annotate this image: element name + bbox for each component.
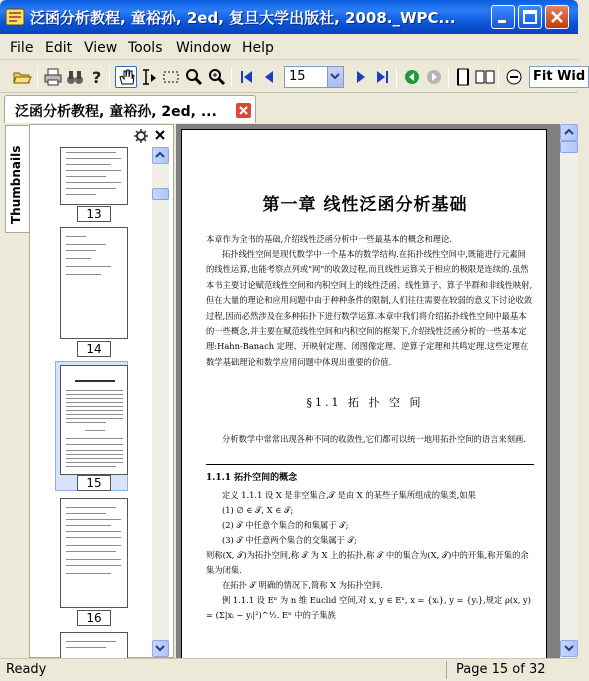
section-paragraph: 分析数学中常常出现各种不同的收敛性,它们都可以统一地用拓扑空间的语言来刻画. bbox=[222, 434, 526, 444]
thumbnails-panel bbox=[29, 124, 174, 658]
status-divider bbox=[446, 661, 447, 679]
section-title: §1.1 拓 扑 空 间 bbox=[306, 396, 424, 409]
status-bar bbox=[0, 658, 578, 681]
menu-help[interactable]: Help bbox=[242, 40, 274, 56]
back-circle-icon bbox=[401, 66, 423, 88]
hand-tool-button[interactable] bbox=[115, 66, 137, 88]
thumbnails-scroll-down[interactable] bbox=[152, 640, 169, 657]
first-page-button[interactable] bbox=[236, 66, 258, 88]
window-title: 泛函分析教程, 童裕孙, 2ed, 复旦大学出版社, 2008._WPC... bbox=[30, 9, 456, 27]
next-page-button[interactable] bbox=[349, 66, 371, 88]
close-window-button[interactable] bbox=[545, 5, 569, 29]
gear-icon[interactable] bbox=[134, 129, 148, 143]
document-scroll-down[interactable] bbox=[560, 640, 578, 657]
svg-text:?: ? bbox=[92, 68, 102, 87]
two-pages-icon bbox=[474, 66, 496, 88]
minus-circle-icon bbox=[503, 66, 525, 88]
printer-icon bbox=[42, 66, 64, 88]
thumbnails-header bbox=[30, 125, 173, 147]
previous-page-button[interactable] bbox=[259, 66, 281, 88]
hand-icon bbox=[116, 67, 136, 87]
arrow-right-icon bbox=[349, 66, 371, 88]
go-forward-button[interactable] bbox=[423, 66, 445, 88]
zoom-button[interactable] bbox=[183, 66, 205, 88]
close-icon bbox=[549, 9, 565, 25]
folder-open-icon bbox=[11, 66, 33, 88]
maximize-button[interactable] bbox=[518, 5, 542, 29]
first-page-icon bbox=[236, 66, 258, 88]
zoom-dynamic-button[interactable] bbox=[206, 66, 228, 88]
subsection-title: 1.1.1 拓扑空间的概念 bbox=[206, 473, 298, 483]
definition-line-1: 定义 1.1.1 设 X 是非空集合,𝒯 是由 X 的某些子集所组成的集类,如果 bbox=[222, 490, 476, 500]
open-button[interactable] bbox=[11, 66, 33, 88]
menu-tools[interactable]: Tools bbox=[128, 40, 163, 56]
tab-bar bbox=[0, 93, 578, 123]
document-scrollbar[interactable] bbox=[560, 124, 578, 658]
thumbnail-page-13[interactable] bbox=[60, 147, 128, 205]
status-ready: Ready bbox=[6, 662, 47, 677]
document-page bbox=[181, 129, 547, 669]
forward-circle-icon bbox=[423, 66, 445, 88]
thumbnail-page-14[interactable] bbox=[60, 227, 128, 339]
definition-line-2: (1) ∅ ∈ 𝒯, X ∈ 𝒯; bbox=[222, 505, 294, 515]
text-cursor-icon bbox=[138, 66, 160, 88]
document-scroll-thumb[interactable] bbox=[560, 141, 578, 153]
facing-pages-button[interactable] bbox=[474, 66, 496, 88]
help-button[interactable] bbox=[86, 66, 108, 88]
definition-line-6: 在拓扑 𝒯 明确的情况下,简称 X 为拓扑空间. bbox=[222, 580, 383, 590]
marquee-zoom-button[interactable] bbox=[160, 66, 182, 88]
document-tab[interactable] bbox=[4, 95, 256, 123]
page-number-value: 15 bbox=[289, 69, 306, 84]
definition-line-3: (2) 𝒯 中任意个集合的和集属于 𝒯; bbox=[222, 520, 349, 530]
thumbnail-label-16: 16 bbox=[77, 610, 111, 626]
question-icon bbox=[86, 66, 108, 88]
document-view[interactable] bbox=[176, 124, 560, 658]
thumbnail-label-14: 14 bbox=[77, 341, 111, 357]
maximize-icon bbox=[522, 9, 538, 25]
thumbnail-page-16[interactable] bbox=[60, 498, 128, 608]
chevron-up-icon bbox=[153, 148, 168, 163]
example-line: 例 1.1.1 设 Eⁿ 为 n 维 Euclid 空间,对 x, y ∈ Eⁿ, x = {xᵢ}, y = {yᵢ},规定 ρ(x, y) = (Σ|xᵢ − yᵢ|²)^½. Eⁿ 中的子集族 bbox=[206, 595, 531, 620]
chapter-title: 第一章 线性泛函分析基础 bbox=[262, 195, 468, 215]
title-bar[interactable] bbox=[0, 0, 578, 34]
thumbnails-tab-label: Thumbnails bbox=[9, 145, 23, 224]
sumatra-icon bbox=[5, 7, 25, 27]
menu-bar bbox=[0, 34, 578, 60]
intro-paragraph-1: 本章作为全书的基础,介绍线性泛函分析中一些最基本的概念和理论. bbox=[206, 234, 452, 244]
thumbnails-side-tab[interactable] bbox=[5, 125, 29, 233]
close-icon bbox=[236, 103, 251, 118]
document-tab-label: 泛函分析教程, 童裕孙, 2ed, ... bbox=[15, 104, 217, 120]
last-page-icon bbox=[371, 66, 393, 88]
zoom-select[interactable] bbox=[529, 66, 589, 88]
chevron-down-icon bbox=[153, 641, 168, 656]
last-page-button[interactable] bbox=[371, 66, 393, 88]
arrow-left-icon bbox=[259, 66, 281, 88]
thumbnail-label-13: 13 bbox=[77, 206, 111, 222]
thumbnails-scroll-up[interactable] bbox=[152, 147, 169, 164]
page-dropdown-button[interactable] bbox=[327, 67, 343, 87]
find-button[interactable] bbox=[64, 66, 86, 88]
menu-view[interactable]: View bbox=[84, 40, 118, 56]
menu-window[interactable]: Window bbox=[176, 40, 232, 56]
magnifier-icon bbox=[183, 66, 205, 88]
minimize-icon bbox=[495, 9, 511, 25]
single-page-icon bbox=[452, 66, 474, 88]
page-number-input[interactable] bbox=[284, 66, 344, 88]
binoculars-icon bbox=[64, 66, 86, 88]
status-page-info: Page 15 of 32 bbox=[456, 662, 546, 677]
intro-paragraph-2: 拓扑线性空间是现代数学中一个基本的数学结构.在拓扑线性空间中,既能进行元素间的线性运算,也能考察点列或"网"的收敛过程,而且线性运算关于相应的极限是连续的.虽然本书主要讨论赋范线性空间和内积空间上的线性泛函、线性算子、算子半群和非线性映射,但在大量的理论和应用问题中由于种种条件的限制,人们往往需要在较弱的意义下讨论收敛过程,因而必然涉及在多种拓扑下进行数学运算.本章中我们将介绍拓扑线性空间中最基本的一些概念,并主要在赋范线性空间和内积空间的框架下,介绍线性泛函分析的一些基本定理:Hahn-Banach 定理、开映射定理、闭图像定理、逆算子定理和共鸣定理.这些定理在数学基础理论和数学应用问题中体现出重要的价值. bbox=[206, 249, 533, 367]
thumbnails-scrollbar[interactable] bbox=[152, 147, 169, 657]
close-panel-icon[interactable] bbox=[154, 129, 166, 141]
minimize-button[interactable] bbox=[491, 5, 515, 29]
chevron-down-icon bbox=[328, 67, 342, 85]
thumbnail-page-15[interactable] bbox=[60, 365, 128, 475]
marquee-icon bbox=[160, 66, 182, 88]
go-back-button[interactable] bbox=[401, 66, 423, 88]
thumbnails-scroll-thumb[interactable] bbox=[152, 188, 169, 200]
zoom-value: Fit Wid bbox=[533, 69, 586, 84]
definition-line-5: 则称(X, 𝒯)为拓扑空间,称 𝒯 为 X 上的拓扑,称 𝒯 中的集合为(X, 𝒯)中的开集,称开集的余集为闭集. bbox=[206, 550, 529, 575]
print-button[interactable] bbox=[42, 66, 64, 88]
definition-line-4: (3) 𝒯 中任意两个集合的交集属于 𝒯; bbox=[222, 535, 357, 545]
menu-edit[interactable]: Edit bbox=[45, 40, 73, 56]
magnifier-plus-icon bbox=[206, 66, 228, 88]
zoom-out-button[interactable] bbox=[503, 66, 525, 88]
menu-file[interactable]: File bbox=[10, 40, 34, 56]
select-text-button[interactable] bbox=[138, 66, 160, 88]
document-scroll-up[interactable] bbox=[560, 124, 578, 141]
toolbar bbox=[0, 61, 586, 93]
chevron-down-icon bbox=[561, 641, 577, 656]
close-tab-button[interactable] bbox=[236, 103, 251, 118]
thumbnail-label-15: 15 bbox=[77, 475, 111, 491]
single-page-button[interactable] bbox=[452, 66, 474, 88]
section-rule bbox=[206, 464, 534, 465]
chevron-up-icon bbox=[561, 125, 577, 140]
